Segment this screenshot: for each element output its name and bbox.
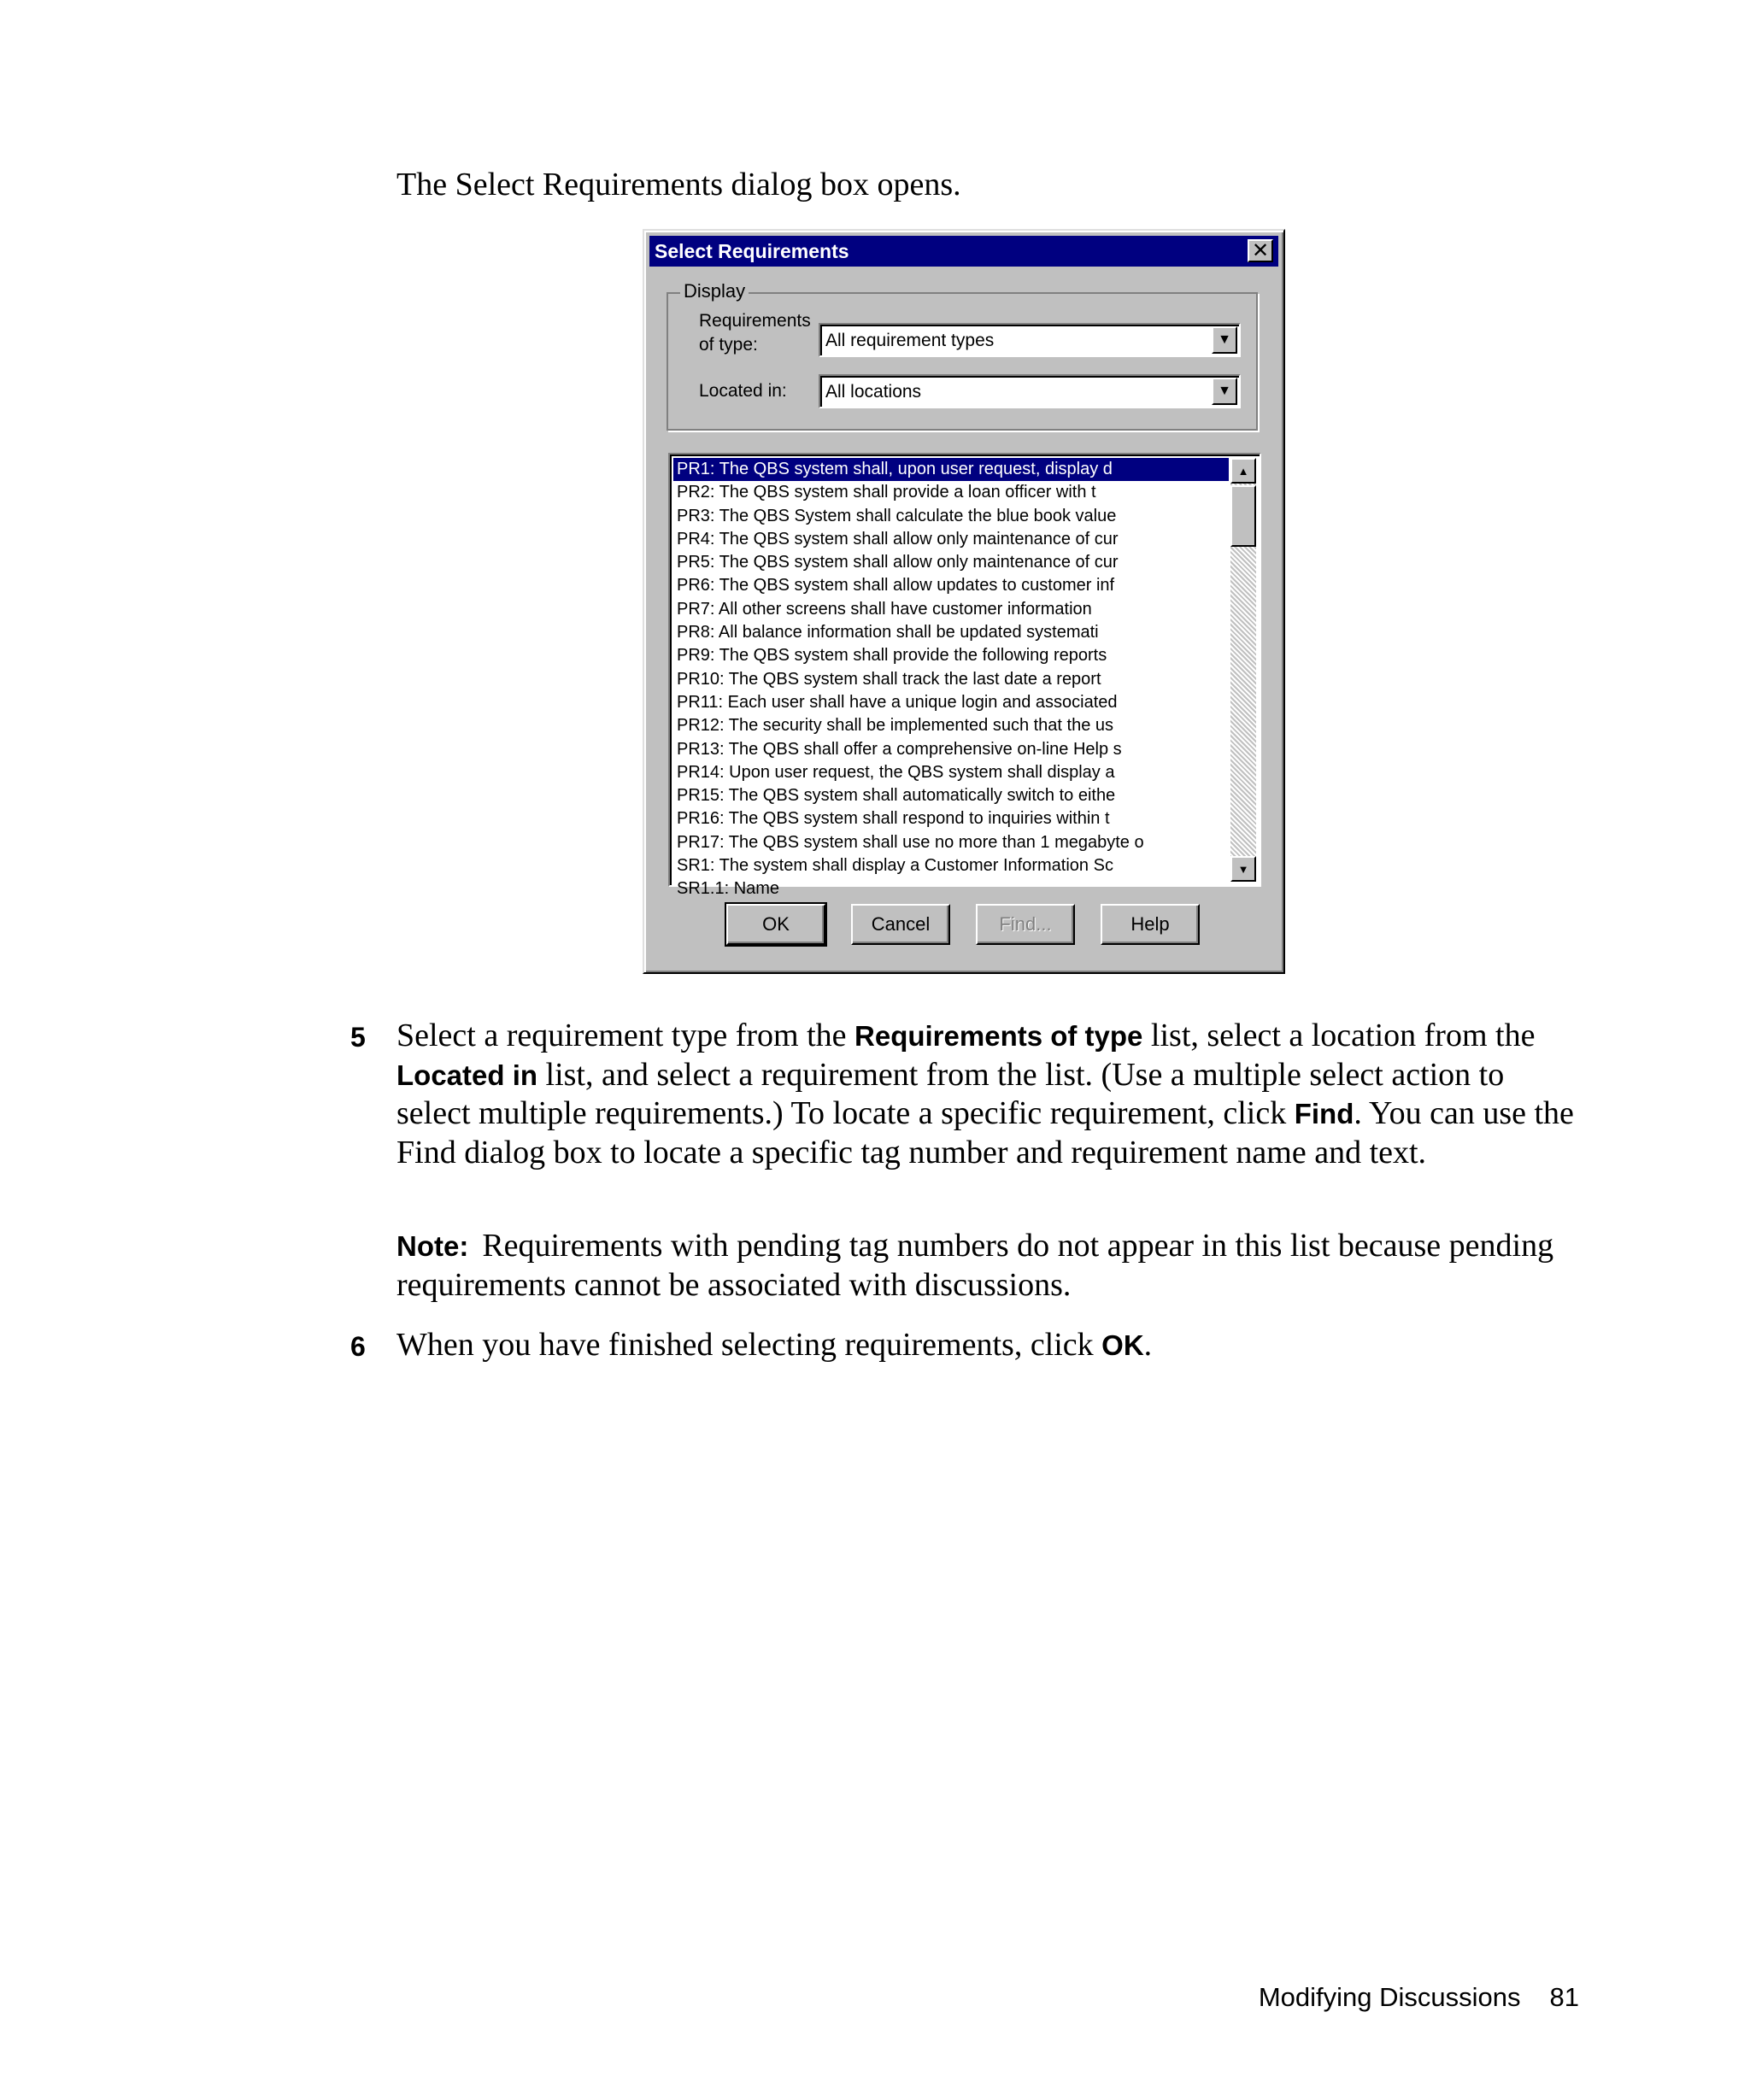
step-text: list, and select a requirement from the list. (Use a multiple select action to select multiple requirements.) To locate a specific requirement, click: [396, 1056, 1505, 1131]
list-item[interactable]: PR16: The QBS system shall respond to inquiries within t: [677, 809, 1110, 829]
list-item[interactable]: PR10: The QBS system shall track the last date a report: [677, 669, 1101, 689]
page-footer: [1259, 1982, 1579, 2013]
list-item[interactable]: PR4: The QBS system shall allow only maintenance of cur: [677, 529, 1119, 548]
step-text: . You can use the Find dialog box to locate a specific tag number and requirement name and text.: [396, 1095, 1574, 1170]
list-item[interactable]: PR1: The QBS system shall, upon user request, display d: [673, 458, 1229, 481]
list-scrollbar[interactable]: [1230, 458, 1256, 882]
close-button[interactable]: [1248, 239, 1273, 262]
ui-term-find: Find: [1294, 1098, 1354, 1129]
list-item[interactable]: PR9: The QBS system shall provide the following reports: [677, 646, 1107, 666]
display-group-label: Display: [680, 279, 749, 304]
find-button[interactable]: Find...: [976, 904, 1075, 945]
step-text: .: [1143, 1327, 1153, 1363]
scroll-up-icon[interactable]: ▲: [1230, 458, 1256, 484]
footer-section-title: Modifying Discussions: [1258, 1982, 1521, 2012]
intro-text: The Select Requirements dialog box opens.: [396, 167, 961, 202]
ui-term-requirements-of-type: Requirements of type: [854, 1020, 1143, 1052]
list-item[interactable]: PR15: The QBS system shall automatically switch to eithe: [677, 786, 1116, 806]
note-label: Note:: [396, 1230, 469, 1262]
step-number: 6: [350, 1331, 366, 1362]
help-button[interactable]: Help: [1101, 904, 1200, 945]
ui-term-ok: OK: [1101, 1329, 1144, 1361]
cancel-button[interactable]: Cancel: [851, 904, 950, 945]
list-item[interactable]: SR1.1: Name: [677, 879, 780, 899]
requirements-type-label-line2: of type:: [699, 335, 758, 355]
list-item[interactable]: PR2: The QBS system shall provide a loan officer with t: [677, 483, 1096, 502]
dropdown-arrow-icon[interactable]: ▼: [1212, 326, 1237, 354]
list-item[interactable]: PR5: The QBS system shall allow only maintenance of cur: [677, 553, 1119, 572]
scroll-thumb[interactable]: [1230, 485, 1256, 547]
step-text: Select a requirement type from the: [396, 1018, 855, 1053]
page-number: 81: [1549, 1982, 1579, 2012]
list-item[interactable]: PR8: All balance information shall be updated systemati: [677, 623, 1099, 642]
scroll-down-icon[interactable]: ▼: [1230, 856, 1256, 882]
dialog-titlebar: [649, 236, 1278, 267]
requirements-listbox[interactable]: [668, 453, 1261, 899]
step-text: When you have finished selecting requirements, click: [396, 1327, 1102, 1363]
step-6: [350, 1326, 1584, 1365]
list-item[interactable]: PR12: The security shall be implemented such that the us: [677, 716, 1114, 736]
requirements-type-label-line1: Requirements: [699, 311, 811, 331]
requirements-type-select[interactable]: [819, 323, 1241, 357]
note: [396, 1227, 1584, 1305]
list-item[interactable]: PR13: The QBS shall offer a comprehensive on-line Help s: [677, 739, 1122, 759]
list-item[interactable]: SR1: The system shall display a Customer Information Sc: [677, 856, 1113, 876]
located-in-select[interactable]: [819, 374, 1241, 408]
step-text: list, select a location from the: [1142, 1018, 1536, 1053]
list-item[interactable]: PR14: Upon user request, the QBS system shall display a: [677, 762, 1115, 782]
ui-term-located-in: Located in: [396, 1059, 538, 1091]
list-item[interactable]: PR7: All other screens shall have customer information: [677, 599, 1092, 619]
dropdown-arrow-icon[interactable]: ▼: [1212, 378, 1237, 405]
requirements-type-value: All requirement types: [825, 331, 995, 350]
step-5: [350, 1017, 1584, 1172]
list-item[interactable]: PR6: The QBS system shall allow updates to customer inf: [677, 576, 1115, 595]
list-item[interactable]: PR11: Each user shall have a unique login and associated: [677, 692, 1118, 712]
located-in-value: All locations: [825, 382, 922, 402]
note-text: Requirements with pending tag numbers do not appear in this list because pending requirements cannot be associated with discussions.: [396, 1228, 1554, 1303]
requirements-list: [673, 458, 1229, 899]
list-item[interactable]: PR3: The QBS System shall calculate the blue book value: [677, 506, 1117, 525]
step-number: 5: [350, 1022, 366, 1053]
dialog-title: Select Requirements: [655, 240, 849, 262]
display-groupbox: [667, 280, 1258, 431]
located-in-label: Located in:: [699, 381, 787, 401]
select-requirements-dialog: [643, 229, 1285, 974]
ok-button[interactable]: OK: [726, 904, 825, 945]
close-icon: ✕: [1251, 238, 1270, 262]
list-item[interactable]: PR17: The QBS system shall use no more than 1 megabyte o: [677, 832, 1144, 852]
